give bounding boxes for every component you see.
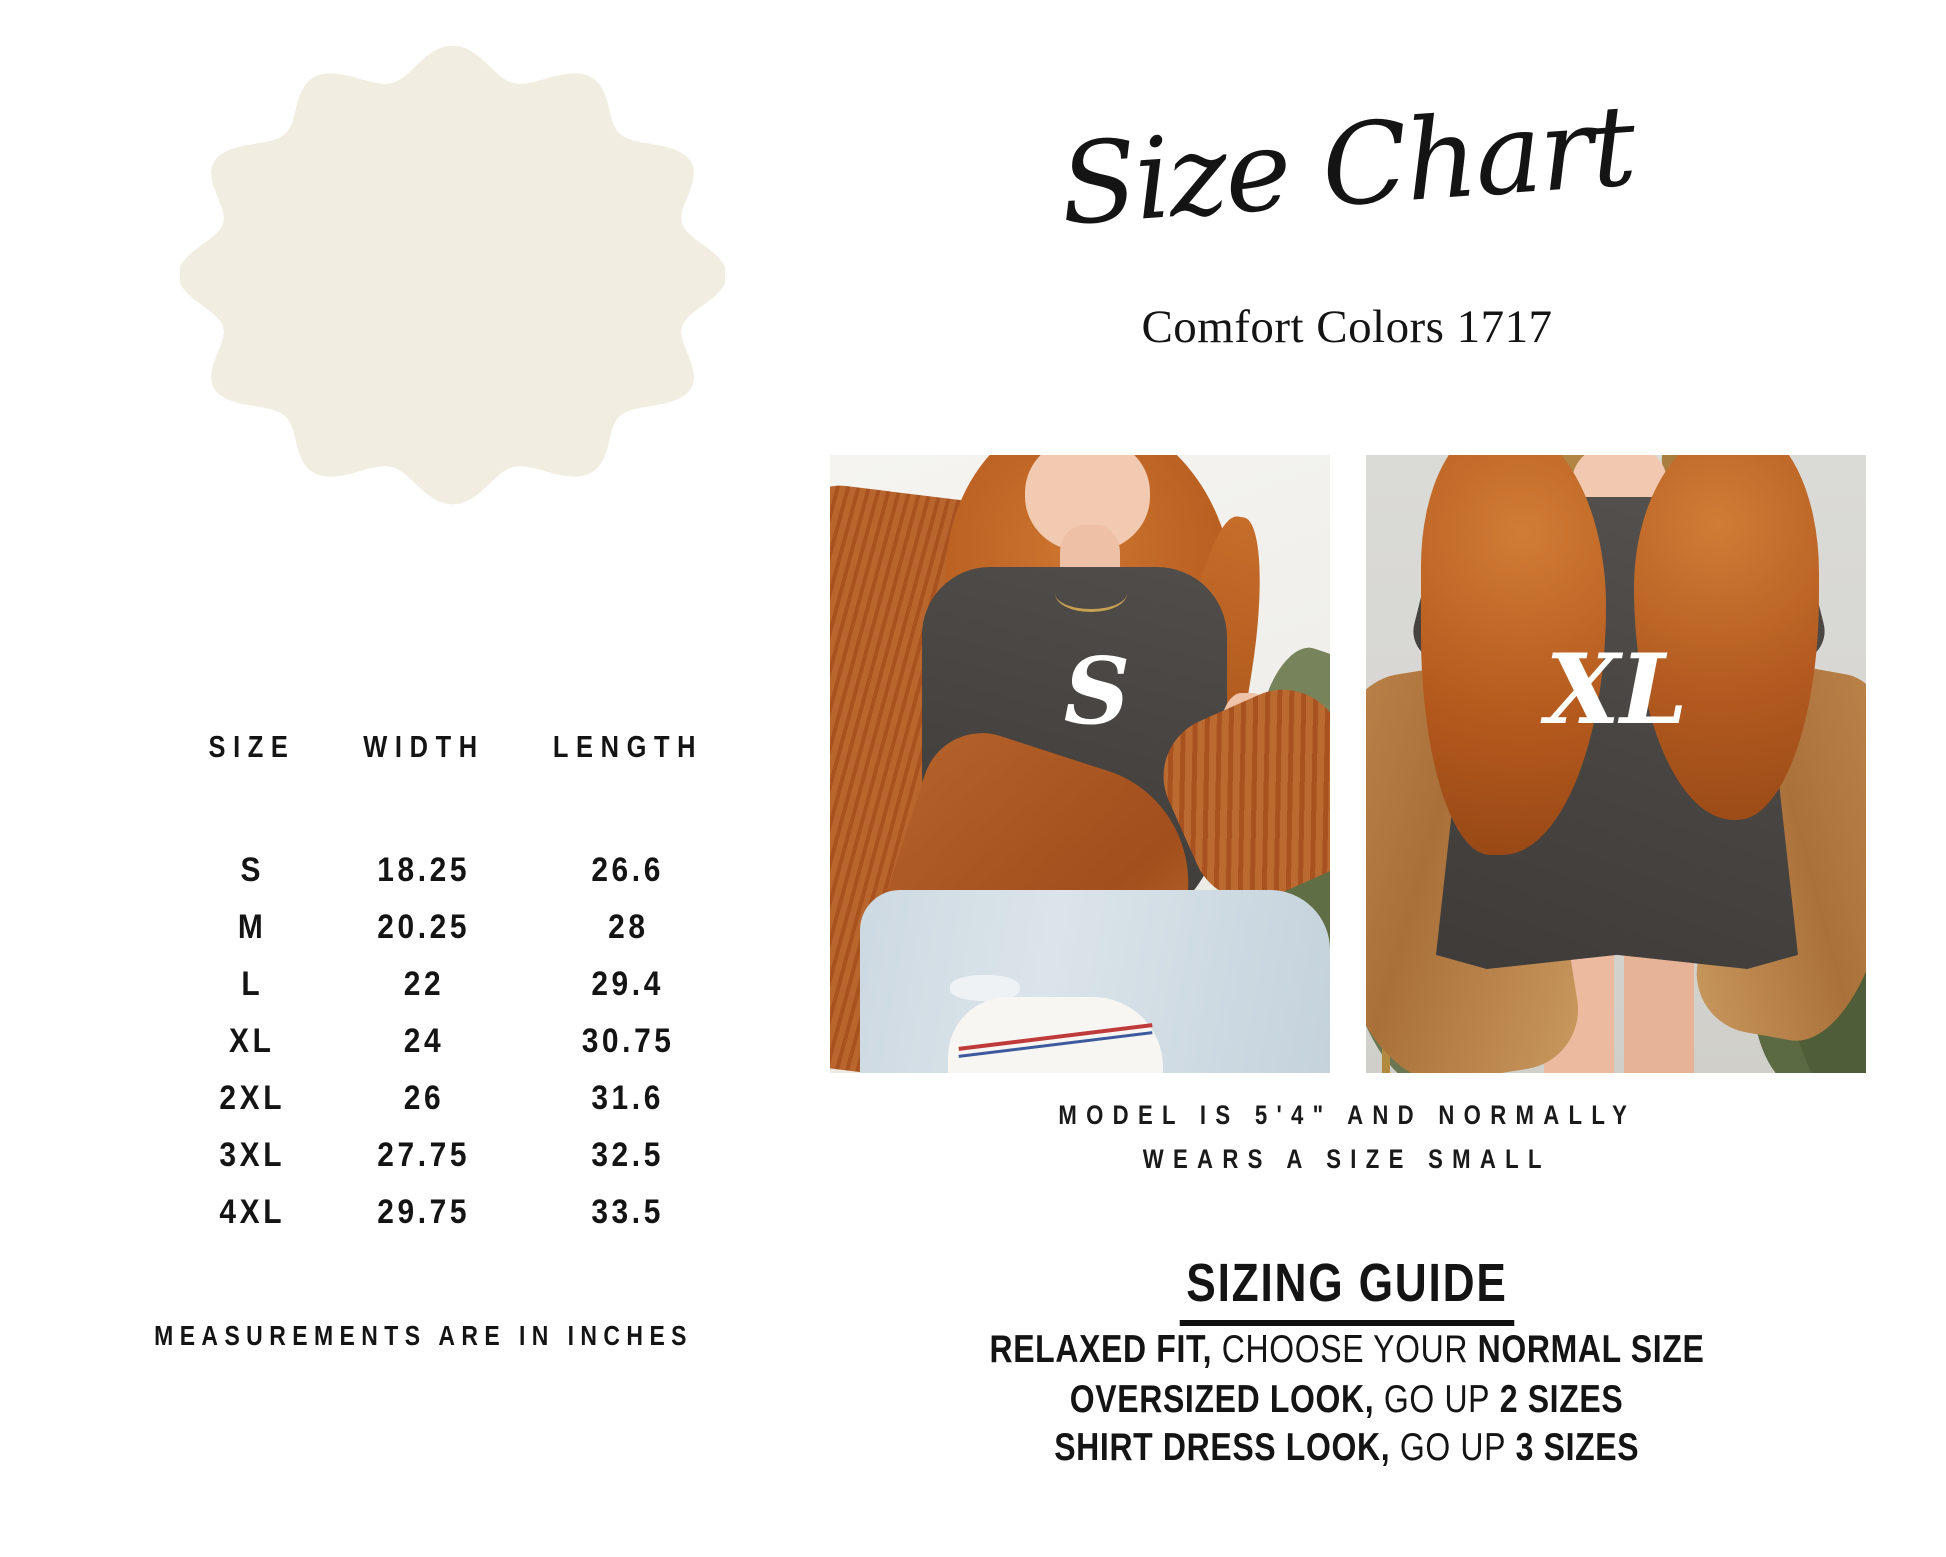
sizing-guide-line: SHIRT DRESS LOOK, GO UP 3 SIZES — [1054, 1426, 1640, 1469]
size-cell: 4XL — [219, 1193, 285, 1231]
model-caption-line2: WEARS A SIZE SMALL — [1142, 1144, 1552, 1174]
width-cell: 26 — [403, 1079, 445, 1117]
width-cell: 20.25 — [377, 908, 471, 946]
page-title: Size Chart — [1056, 81, 1638, 251]
shirt-size-label-s: S — [1063, 637, 1131, 745]
size-cell: XL — [229, 1022, 275, 1060]
sizing-guide-line: OVERSIZED LOOK, GO UP 2 SIZES — [1070, 1378, 1624, 1421]
size-table-column-length — [536, 726, 719, 1241]
measurements-note: MEASUREMENTS ARE IN INCHES — [154, 1320, 693, 1351]
size-cell: 3XL — [219, 1136, 285, 1174]
gold-necklace — [1055, 575, 1127, 612]
column-header-width: WIDTH — [363, 729, 485, 764]
model-caption-line1: MODEL IS 5'4" AND NORMALLY — [1058, 1100, 1636, 1130]
size-table-column-size — [199, 726, 305, 1241]
length-cell: 29.4 — [591, 965, 665, 1003]
size-table-column-width — [350, 726, 498, 1241]
shirt-size-label-xl: XL — [1545, 633, 1688, 746]
length-cell: 30.75 — [581, 1022, 675, 1060]
page-subtitle: Comfort Colors 1717 — [1141, 301, 1553, 353]
size-cell: 2XL — [219, 1079, 285, 1117]
width-cell: 18.25 — [377, 851, 471, 889]
scallop-shape — [180, 45, 725, 505]
width-cell: 24 — [403, 1022, 445, 1060]
model-photo-size-xl — [1366, 455, 1866, 1073]
model-photo-size-s — [830, 455, 1330, 1073]
length-cell: 28 — [607, 908, 649, 946]
scallop-path — [180, 46, 725, 505]
size-cell: S — [240, 851, 264, 889]
width-cell: 29.75 — [377, 1193, 471, 1231]
length-cell: 26.6 — [591, 851, 665, 889]
column-header-length: LENGTH — [552, 729, 704, 764]
sizing-guide-line: RELAXED FIT, CHOOSE YOUR NORMAL SIZE — [989, 1328, 1705, 1371]
length-cell: 31.6 — [591, 1079, 665, 1117]
width-cell: 22 — [403, 965, 445, 1003]
size-cell: L — [241, 965, 263, 1003]
length-cell: 33.5 — [591, 1193, 665, 1231]
sizing-guide-heading: SIZING GUIDE — [847, 1252, 1847, 1326]
size-cell: M — [237, 908, 267, 946]
length-cell: 32.5 — [591, 1136, 665, 1174]
width-cell: 27.75 — [377, 1136, 471, 1174]
column-header-size: SIZE — [208, 729, 296, 764]
